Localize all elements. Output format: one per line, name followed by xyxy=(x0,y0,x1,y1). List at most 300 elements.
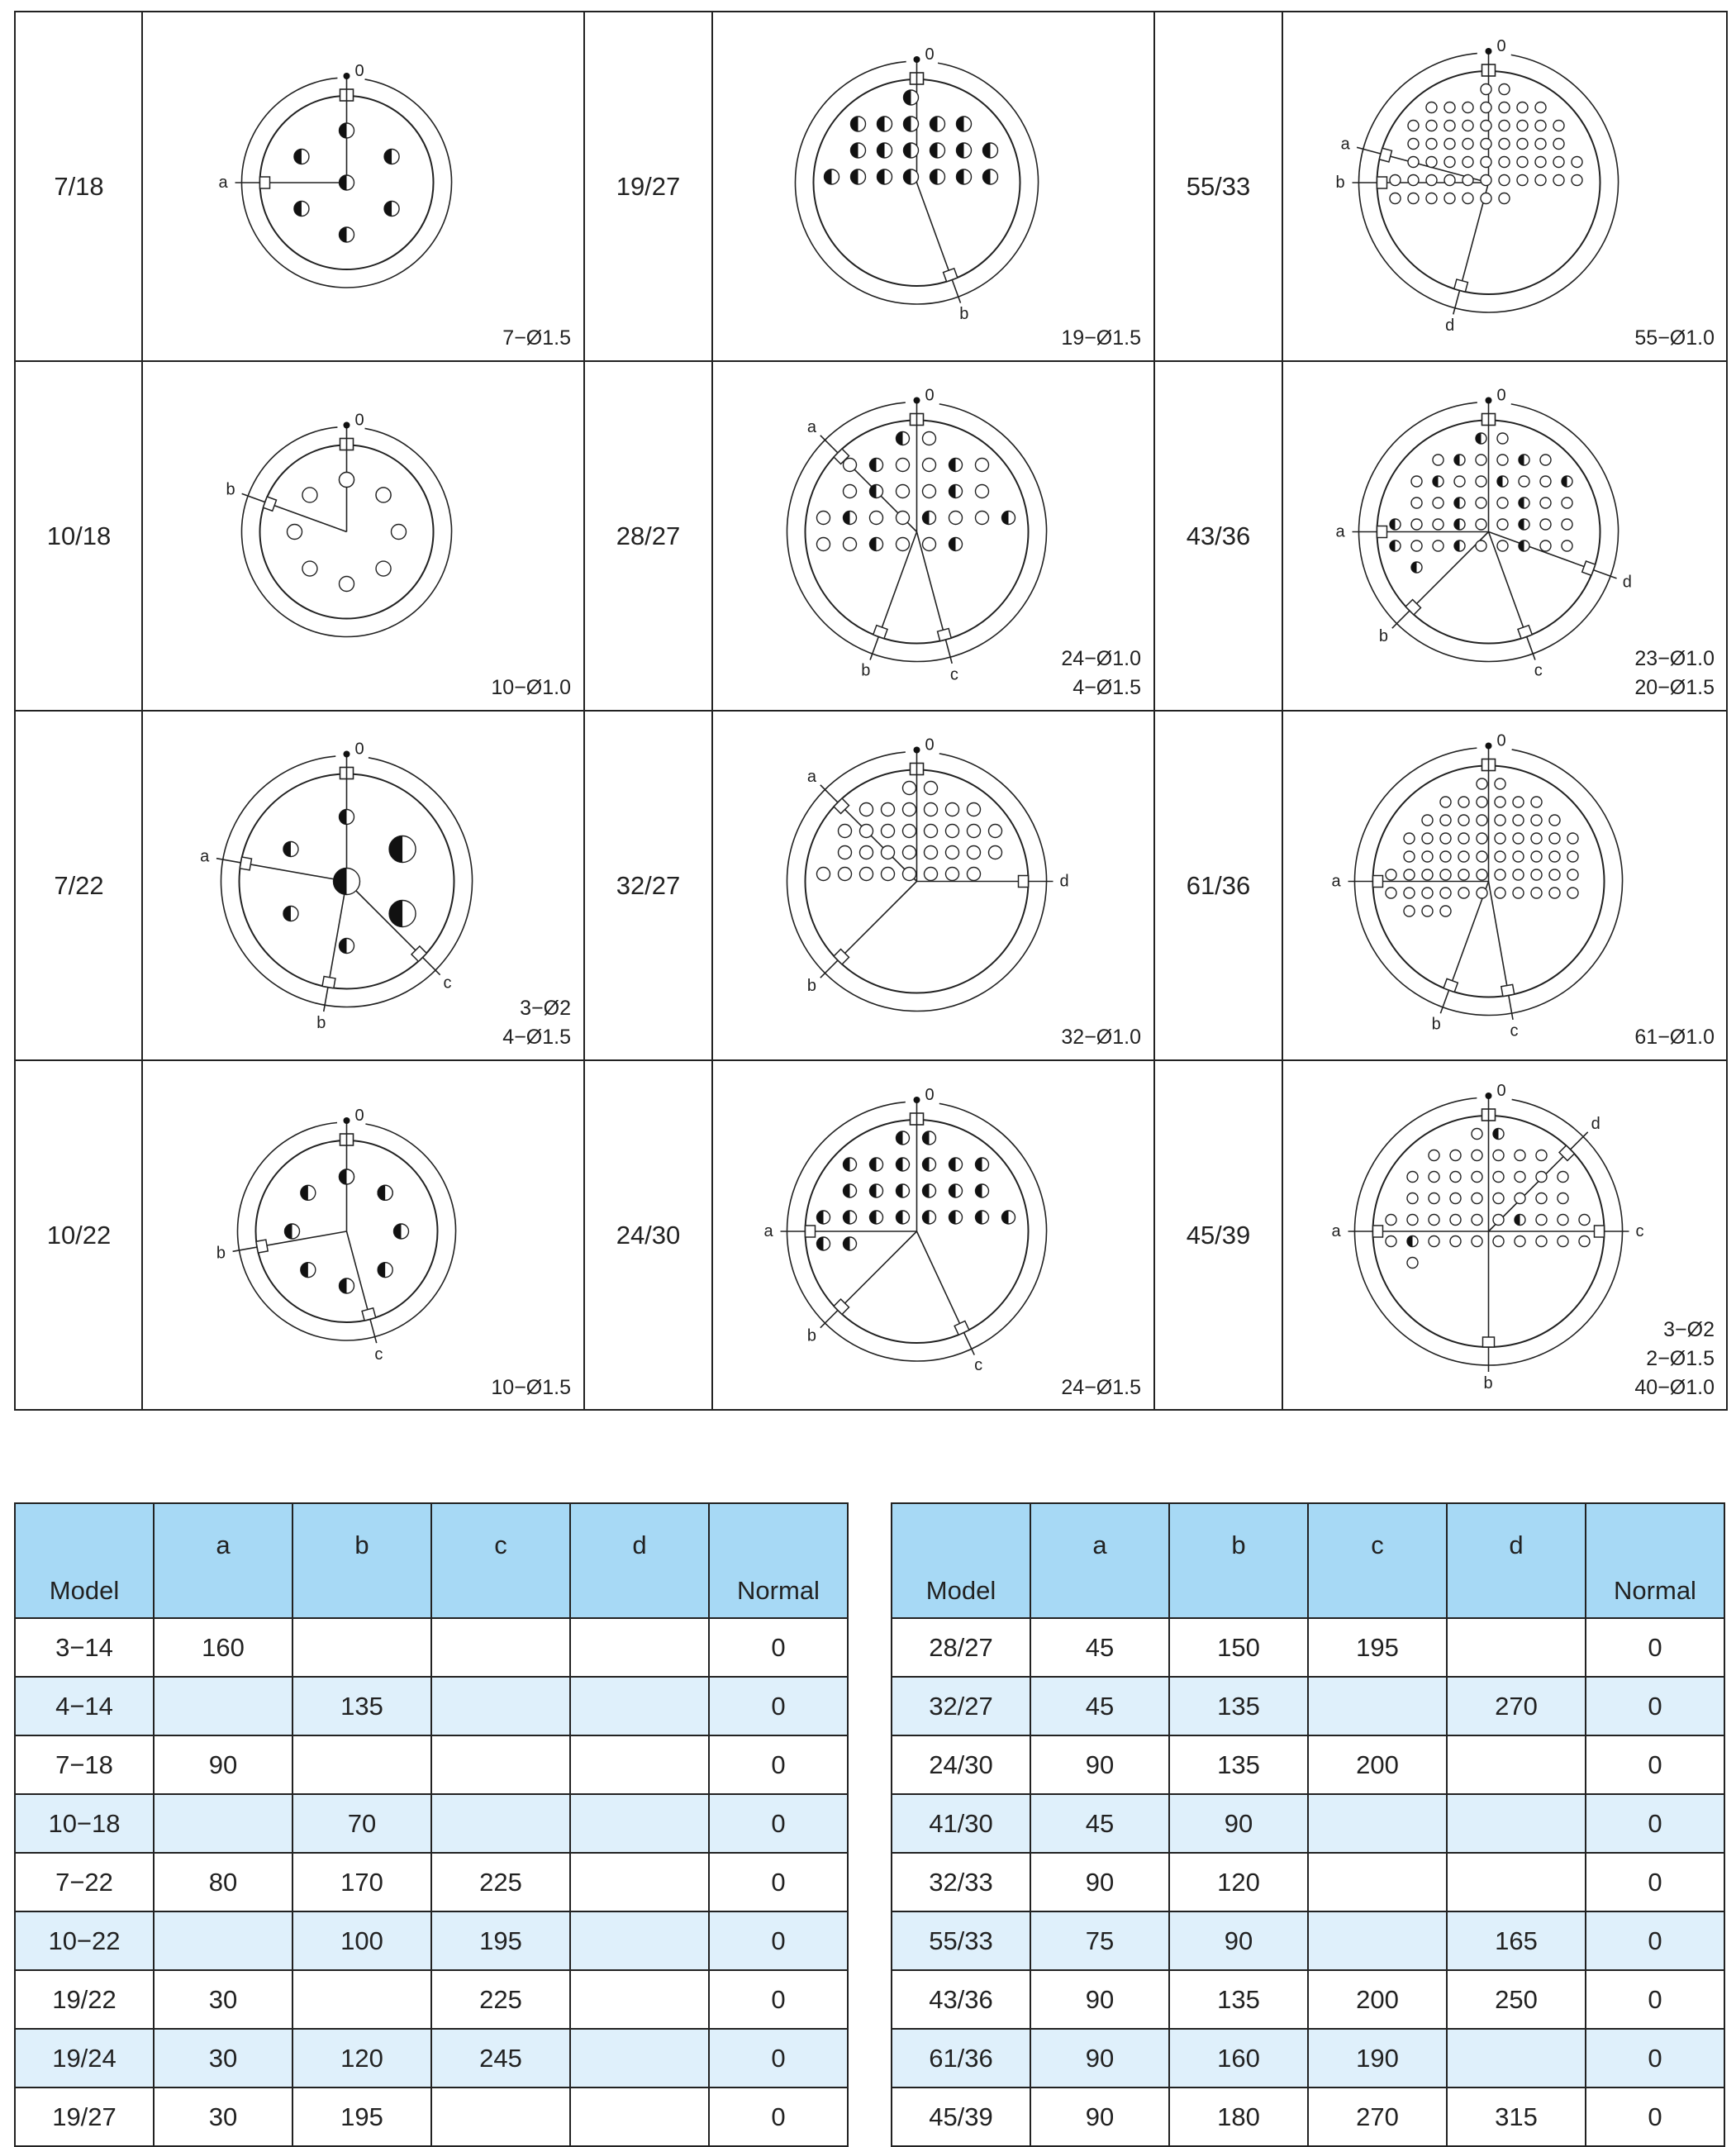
key-line-a xyxy=(216,859,347,882)
table-cell: 160 xyxy=(1169,2029,1308,2087)
table-cell: 0 xyxy=(709,2087,848,2146)
table-cell xyxy=(1308,1911,1447,1970)
table-cell: 55/33 xyxy=(892,1911,1030,1970)
contact-pin xyxy=(1422,815,1433,826)
contact-pin-fill xyxy=(904,169,911,184)
contact-pin xyxy=(1493,1150,1504,1161)
table-cell xyxy=(570,1970,709,2029)
contact-pin xyxy=(882,868,895,881)
contact-pin xyxy=(897,485,910,498)
table-cell: 41/30 xyxy=(892,1794,1030,1853)
table-cell: 90 xyxy=(154,1735,293,1794)
contact-pin-fill xyxy=(957,169,964,184)
contact-pin-fill xyxy=(923,1211,930,1224)
diagram-model-label: 7/22 xyxy=(54,870,104,900)
table-cell xyxy=(293,1735,431,1794)
contact-pin-fill xyxy=(904,143,911,158)
contact-pin xyxy=(949,512,963,525)
contact-pin-fill xyxy=(340,1169,347,1184)
contact-pin xyxy=(1444,139,1455,150)
contact-pin-fill xyxy=(897,432,903,445)
contact-pin xyxy=(923,485,936,498)
reference-dot xyxy=(914,1097,920,1103)
pin-spec-line: 55−Ø1.0 xyxy=(1634,326,1715,350)
contact-pin xyxy=(1567,869,1578,880)
table-cell xyxy=(431,1735,570,1794)
key-notch-b xyxy=(322,976,335,988)
contact-pin-fill xyxy=(844,1211,850,1224)
reference-dot xyxy=(914,398,920,404)
key-label-d: d xyxy=(1622,573,1632,592)
key-label-b: b xyxy=(216,1244,226,1263)
table-cell: 270 xyxy=(1447,1677,1586,1735)
contact-pin xyxy=(1458,815,1469,826)
contact-pin xyxy=(1440,906,1451,916)
contact-pin-fill xyxy=(851,117,858,131)
key-notch-a xyxy=(240,857,251,870)
contact-pin xyxy=(1513,797,1524,807)
pin-spec-line: 32−Ø1.0 xyxy=(1061,1026,1141,1049)
contact-pin-fill xyxy=(870,459,877,472)
table-cell xyxy=(570,2087,709,2146)
pin-spec-line: 20−Ø1.5 xyxy=(1634,676,1715,699)
contact-pin-fill xyxy=(334,869,347,895)
contact-pin xyxy=(1567,833,1578,844)
contact-pin-fill xyxy=(878,169,885,184)
key-notch-c xyxy=(1518,626,1532,639)
key-notch-d xyxy=(1454,279,1468,292)
contact-pin xyxy=(1515,1150,1525,1161)
contact-pin xyxy=(923,459,936,472)
contact-pin xyxy=(925,825,938,838)
contact-pin-fill xyxy=(844,512,850,525)
contact-pin xyxy=(882,825,895,838)
contact-pin-fill xyxy=(389,836,402,863)
contact-pin-fill xyxy=(294,202,302,217)
contact-pin xyxy=(1477,797,1487,807)
table-cell: 28/27 xyxy=(892,1618,1030,1677)
reference-label: 0 xyxy=(354,740,364,759)
table-row xyxy=(892,2087,1724,2146)
key-label-d: d xyxy=(1445,316,1455,335)
contact-pin xyxy=(1515,1172,1525,1183)
contact-pin xyxy=(1549,833,1560,844)
contact-pin xyxy=(1426,157,1437,168)
contact-pin xyxy=(897,459,910,472)
key-label-a: a xyxy=(806,417,817,436)
contact-pin xyxy=(1517,157,1528,168)
key-label-b: b xyxy=(1483,1374,1493,1392)
contact-pin xyxy=(1422,888,1433,898)
contact-pin xyxy=(340,473,354,488)
table-cell: 90 xyxy=(1169,1794,1308,1853)
contact-pin xyxy=(1497,519,1508,530)
contact-pin-fill xyxy=(1002,1211,1009,1224)
contact-pin xyxy=(1536,1150,1547,1161)
contact-pin xyxy=(860,825,873,838)
contact-pin xyxy=(1463,175,1473,186)
contact-pin xyxy=(946,825,959,838)
contact-pin xyxy=(1495,778,1505,789)
contact-pin-fill xyxy=(817,1237,824,1250)
contact-pin xyxy=(1481,157,1491,168)
table-cell: 0 xyxy=(709,2029,848,2087)
contact-pin xyxy=(1540,476,1551,487)
contact-pin xyxy=(1411,497,1422,508)
contact-pin xyxy=(1540,519,1551,530)
contact-pin xyxy=(1433,519,1443,530)
contact-pin xyxy=(376,488,391,502)
contact-pin xyxy=(1493,1172,1504,1183)
table-cell xyxy=(293,1618,431,1677)
connector-pin-diagram xyxy=(1282,12,1728,361)
contact-pin xyxy=(1531,888,1542,898)
table-cell: 45 xyxy=(1030,1794,1169,1853)
table-cell: 19/27 xyxy=(15,2087,154,2146)
contact-pin xyxy=(1535,121,1546,131)
reference-label: 0 xyxy=(354,1107,364,1125)
contact-pin xyxy=(1535,139,1546,150)
table-cell xyxy=(570,1853,709,1911)
table-cell: 120 xyxy=(1169,1853,1308,1911)
table-cell xyxy=(1447,1794,1586,1853)
contact-pin xyxy=(1536,1172,1547,1183)
contact-pin xyxy=(1390,175,1401,186)
contact-pin xyxy=(1499,193,1510,204)
table-cell xyxy=(154,1911,293,1970)
table-header-cell: Model xyxy=(15,1503,154,1618)
key-label-a: a xyxy=(218,174,228,192)
contact-pin xyxy=(1493,1193,1504,1204)
contact-pin xyxy=(1558,1236,1568,1247)
contact-pin xyxy=(1549,869,1560,880)
diagram-model-label: 45/39 xyxy=(1186,1221,1251,1250)
table-cell xyxy=(1447,1735,1586,1794)
table-cell: 43/36 xyxy=(892,1970,1030,2029)
reference-label: 0 xyxy=(925,386,935,405)
contact-pin xyxy=(1450,1193,1461,1204)
contact-pin-fill xyxy=(983,169,991,184)
key-notch-a xyxy=(1373,876,1383,888)
contact-pin xyxy=(968,868,981,881)
contact-pin xyxy=(1517,121,1528,131)
contact-pin xyxy=(1429,1236,1439,1247)
key-notch-b xyxy=(1483,1337,1495,1347)
table-cell: 32/27 xyxy=(892,1677,1030,1735)
table-cell: 90 xyxy=(1030,1853,1169,1911)
table-header-cell: d xyxy=(570,1503,709,1618)
contact-pin-fill xyxy=(301,1185,308,1200)
contact-pin xyxy=(1426,193,1437,204)
contact-pin-fill xyxy=(817,1211,824,1224)
contact-pin xyxy=(1497,433,1508,444)
table-cell: 24/30 xyxy=(892,1735,1030,1794)
contact-pin xyxy=(1481,193,1491,204)
angle-table-right xyxy=(891,1502,1725,2147)
contact-pin xyxy=(1404,851,1415,862)
contact-pin xyxy=(1553,139,1564,150)
contact-pin-fill xyxy=(897,1184,903,1197)
contact-pin xyxy=(976,459,989,472)
table-row xyxy=(892,1911,1724,1970)
table-cell: 90 xyxy=(1030,1970,1169,2029)
contact-pin-fill xyxy=(923,1184,930,1197)
contact-pin xyxy=(897,538,910,551)
table-cell xyxy=(570,1735,709,1794)
contact-pin xyxy=(1386,1236,1396,1247)
table-cell: 195 xyxy=(1308,1618,1447,1677)
table-cell xyxy=(1308,1677,1447,1735)
contact-pin xyxy=(1444,175,1455,186)
key-notch-b xyxy=(256,1240,268,1253)
contact-pin xyxy=(302,488,317,502)
key-label-a: a xyxy=(763,1222,773,1240)
table-cell: 200 xyxy=(1308,1735,1447,1794)
contact-pin xyxy=(1495,797,1505,807)
contact-pin-fill xyxy=(976,1211,982,1224)
contact-pin xyxy=(1553,157,1564,168)
key-notch-b xyxy=(1377,177,1387,188)
key-notch-a xyxy=(806,1226,816,1237)
contact-pin-fill xyxy=(923,512,930,525)
contact-pin xyxy=(1562,540,1572,551)
table-cell: 0 xyxy=(1586,1794,1724,1853)
contact-pin-fill xyxy=(930,143,938,158)
table-cell: 0 xyxy=(1586,1911,1724,1970)
contact-pin xyxy=(1531,833,1542,844)
contact-pin xyxy=(1562,497,1572,508)
pin-spec-line: 40−Ø1.0 xyxy=(1634,1376,1715,1399)
table-cell: 200 xyxy=(1308,1970,1447,2029)
contact-pin xyxy=(1497,540,1508,551)
contact-pin-fill xyxy=(949,538,956,551)
table-row xyxy=(15,1853,848,1911)
contact-pin xyxy=(860,868,873,881)
contact-pin xyxy=(1531,797,1542,807)
contact-pin xyxy=(1472,1129,1482,1140)
reference-dot xyxy=(344,751,350,758)
table-cell: 7−18 xyxy=(15,1735,154,1794)
contact-pin-fill xyxy=(949,1184,956,1197)
contact-pin xyxy=(1422,906,1433,916)
table-cell: 120 xyxy=(293,2029,431,2087)
contact-pin xyxy=(1411,540,1422,551)
contact-pin xyxy=(860,803,873,816)
table-cell xyxy=(570,1794,709,1853)
key-label-c: c xyxy=(374,1345,383,1364)
diagram-model-label: 28/27 xyxy=(616,521,681,550)
table-header-row xyxy=(892,1503,1724,1618)
table-cell xyxy=(570,2029,709,2087)
contact-pin xyxy=(1440,815,1451,826)
key-line-c xyxy=(917,1231,975,1355)
table-cell: 190 xyxy=(1308,2029,1447,2087)
contact-pin xyxy=(1458,888,1469,898)
table-header-cell: d xyxy=(1447,1503,1586,1618)
contact-pin xyxy=(1450,1150,1461,1161)
contact-pin xyxy=(1476,519,1486,530)
contact-pin xyxy=(946,846,959,859)
table-cell: 225 xyxy=(431,1970,570,2029)
key-label-b: b xyxy=(806,977,817,996)
table-header-cell: a xyxy=(154,1503,293,1618)
pin-spec-line: 10−Ø1.0 xyxy=(491,676,571,699)
contact-pin xyxy=(1444,121,1455,131)
contact-pin xyxy=(1422,851,1433,862)
contact-pin xyxy=(1531,815,1542,826)
key-label-b: b xyxy=(806,1326,817,1345)
contact-pin xyxy=(1463,139,1473,150)
diagram-model-label: 24/30 xyxy=(616,1221,681,1250)
contact-pin xyxy=(1440,851,1451,862)
contact-pin xyxy=(1408,121,1419,131)
reference-label: 0 xyxy=(1496,731,1506,750)
table-row xyxy=(892,1735,1724,1794)
table-cell: 0 xyxy=(1586,1970,1724,2029)
table-cell: 150 xyxy=(1169,1618,1308,1677)
key-label-b: b xyxy=(959,304,969,323)
contact-pin xyxy=(1386,888,1396,898)
contact-pin xyxy=(1495,851,1505,862)
contact-pin xyxy=(968,825,981,838)
reference-dot xyxy=(914,56,920,63)
contact-pin-fill xyxy=(870,1184,877,1197)
table-cell: 3−14 xyxy=(15,1618,154,1677)
key-line-c xyxy=(1489,882,1514,1020)
contact-pin xyxy=(1422,833,1433,844)
contact-pin xyxy=(1472,1215,1482,1226)
connector-pin-diagram xyxy=(1282,1060,1728,1411)
contact-pin xyxy=(1429,1215,1439,1226)
contact-pin xyxy=(1499,121,1510,131)
table-row xyxy=(15,1794,848,1853)
table-cell xyxy=(431,1618,570,1677)
contact-pin xyxy=(1476,455,1486,465)
pin-spec-line: 23−Ø1.0 xyxy=(1634,647,1715,670)
contact-pin xyxy=(1515,1193,1525,1204)
contact-pin-fill xyxy=(949,459,956,472)
contact-pin xyxy=(1408,157,1419,168)
contact-pin xyxy=(1444,193,1455,204)
connector-pin-diagram xyxy=(1282,711,1728,1060)
contact-pin-fill xyxy=(301,1263,308,1278)
contact-pin xyxy=(897,512,910,525)
contact-pin-fill xyxy=(851,143,858,158)
reference-dot xyxy=(344,73,350,79)
contact-pin xyxy=(1386,869,1396,880)
angle-table-left xyxy=(14,1502,849,2147)
contact-pin xyxy=(1440,888,1451,898)
contact-pin xyxy=(1481,84,1491,95)
contact-pin-fill xyxy=(378,1263,385,1278)
key-label-d: d xyxy=(1591,1114,1600,1133)
table-cell xyxy=(431,1677,570,1735)
contact-pin xyxy=(1499,102,1510,113)
contact-pin xyxy=(1450,1172,1461,1183)
contact-pin xyxy=(1513,815,1524,826)
table-cell: 32/33 xyxy=(892,1853,1030,1911)
key-line-b xyxy=(1440,882,1488,1014)
key-notch-b xyxy=(944,269,958,282)
contact-pin xyxy=(1422,869,1433,880)
key-label-a: a xyxy=(806,767,817,786)
contact-pin-fill xyxy=(283,842,291,857)
contact-pin-fill xyxy=(340,939,347,954)
contact-pin xyxy=(1476,497,1486,508)
reference-label: 0 xyxy=(925,45,935,64)
table-cell: 45 xyxy=(1030,1677,1169,1735)
contact-pin xyxy=(1472,1236,1482,1247)
table-cell: 0 xyxy=(709,1677,848,1735)
contact-pin xyxy=(1495,869,1505,880)
key-notch-b xyxy=(1443,978,1458,992)
contact-pin-fill xyxy=(384,150,392,164)
contact-pin xyxy=(1499,175,1510,186)
key-notch-d xyxy=(1019,876,1029,888)
table-header-cell: Model xyxy=(892,1503,1030,1618)
key-label-c: c xyxy=(949,665,958,684)
key-label-a: a xyxy=(1340,135,1350,154)
table-cell: 30 xyxy=(154,2029,293,2087)
contact-pin xyxy=(1411,519,1422,530)
contact-pin-fill xyxy=(949,1158,956,1171)
contact-pin xyxy=(1481,102,1491,113)
contact-pin-fill xyxy=(844,1184,850,1197)
contact-pin xyxy=(925,846,938,859)
contact-pin xyxy=(1444,157,1455,168)
contact-pin-fill xyxy=(340,810,347,825)
contact-pin-fill xyxy=(983,143,991,158)
reference-dot xyxy=(1486,1093,1492,1099)
contact-pin xyxy=(1535,157,1546,168)
table-cell: 0 xyxy=(709,1735,848,1794)
contact-pin xyxy=(1481,175,1491,186)
contact-pin xyxy=(925,782,938,795)
contact-pin xyxy=(1429,1172,1439,1183)
contact-pin xyxy=(1429,1193,1439,1204)
contact-pin-fill xyxy=(949,1211,956,1224)
contact-pin xyxy=(1407,1258,1418,1269)
key-line-b xyxy=(820,882,917,978)
table-row xyxy=(892,1677,1724,1735)
table-cell: 0 xyxy=(709,1970,848,2029)
contact-pin xyxy=(1404,888,1415,898)
key-label-b: b xyxy=(1335,174,1345,192)
contact-pin xyxy=(1540,497,1551,508)
contact-pin xyxy=(1481,139,1491,150)
pin-spec-line: 24−Ø1.5 xyxy=(1061,1376,1141,1399)
contact-pin xyxy=(1558,1172,1568,1183)
table-header-cell: Normal xyxy=(1586,1503,1724,1618)
table-cell: 135 xyxy=(293,1677,431,1735)
contact-pin-fill xyxy=(870,1211,877,1224)
table-cell: 30 xyxy=(154,2087,293,2146)
contact-pin xyxy=(1553,175,1564,186)
table-cell: 135 xyxy=(1169,1970,1308,2029)
contact-pin xyxy=(1536,1193,1547,1204)
contact-pin-fill xyxy=(923,1158,930,1171)
key-notch-c xyxy=(362,1308,376,1321)
contact-pin-fill xyxy=(897,1131,903,1145)
key-notch-a xyxy=(1379,148,1391,162)
table-cell: 0 xyxy=(1586,1618,1724,1677)
key-label-a: a xyxy=(1331,1222,1341,1240)
contact-pin xyxy=(340,577,354,592)
contact-pin xyxy=(1562,519,1572,530)
contact-pin xyxy=(1404,869,1415,880)
key-label-c: c xyxy=(1510,1021,1519,1040)
contact-pin xyxy=(1495,815,1505,826)
